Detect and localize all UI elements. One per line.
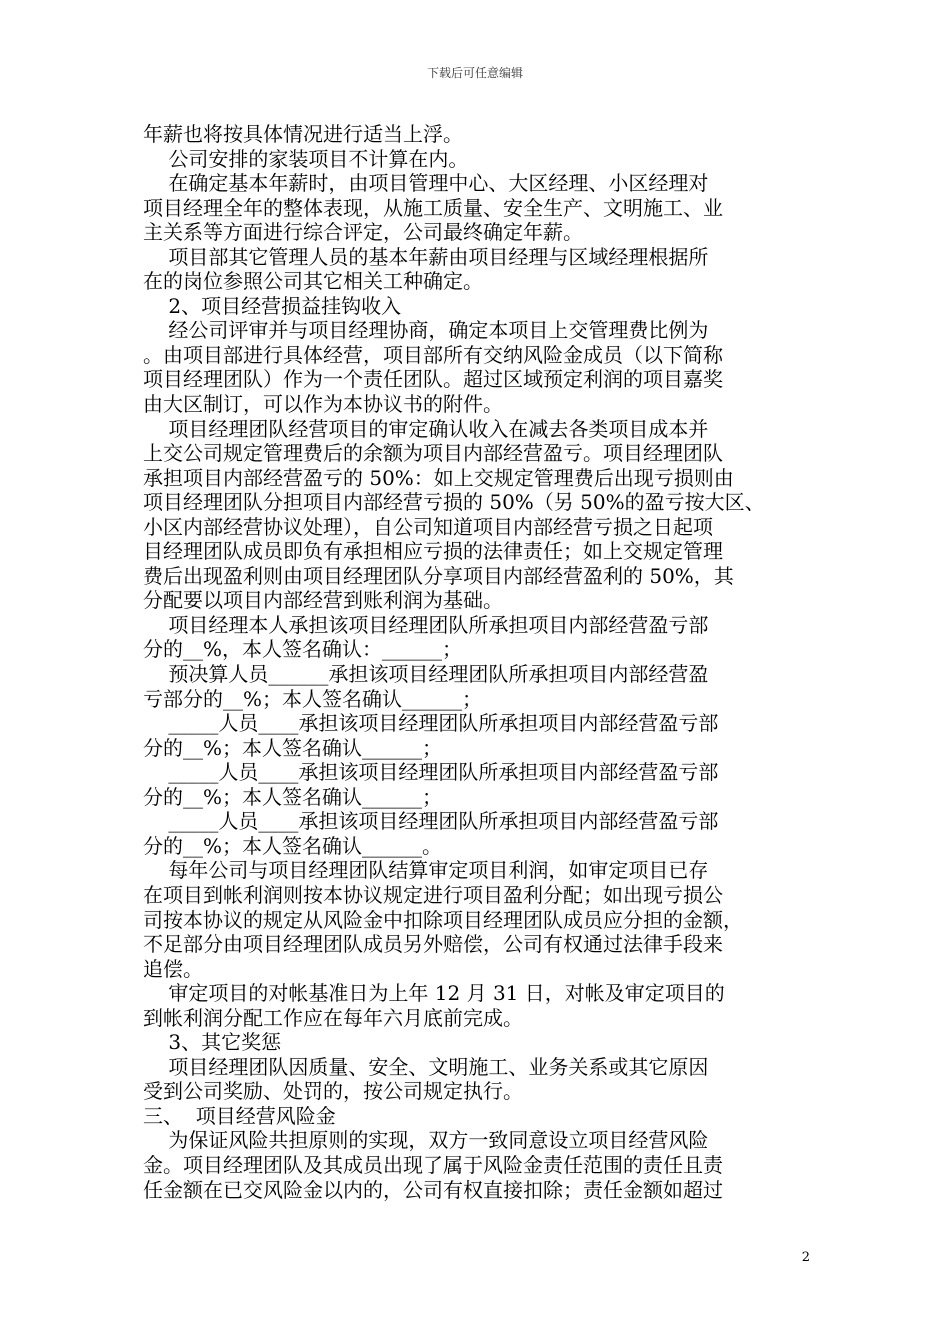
text-line: 分的__%，本人签名确认：______； bbox=[143, 637, 463, 662]
text-line: 在项目到帐利润则按本协议规定进行项目盈利分配；如出现亏损公 bbox=[143, 882, 723, 907]
text-line: 项目经理团队因质量、安全、文明施工、业务关系或其它原因 bbox=[143, 1054, 709, 1079]
text-line: 分的__%；本人签名确认______； bbox=[143, 784, 443, 809]
text-line: _____人员____承担该项目经理团队所承担项目内部经营盈亏部 bbox=[143, 809, 719, 834]
text-line: 上交公司规定管理费后的余额为项目内部经营盈亏。项目经理团队 bbox=[143, 441, 723, 466]
text-line: 项目经理团队经营项目的审定确认收入在减去各类项目成本并 bbox=[143, 416, 709, 441]
text-line: 追偿。 bbox=[143, 956, 203, 981]
text-line: 受到公司奖励、处罚的，按公司规定执行。 bbox=[143, 1079, 523, 1104]
text-line: 由大区制订，可以作为本协议书的附件。 bbox=[143, 392, 503, 417]
text-line: 项目部其它管理人员的基本年薪由项目经理与区域经理根据所 bbox=[143, 244, 709, 269]
text-line: 项目经理团队）作为一个责任团队。超过区域预定利润的项目嘉奖 bbox=[143, 367, 723, 392]
text-line: 项目经理全年的整体表现，从施工质量、安全生产、文明施工、业 bbox=[143, 195, 723, 220]
text-line: 目经理团队成员即负有承担相应亏损的法律责任；如上交规定管理 bbox=[143, 539, 723, 564]
text-line: 费后出现盈利则由项目经理团队分享项目内部经营盈利的 50%，其 bbox=[143, 563, 734, 588]
text-line: _____人员____承担该项目经理团队所承担项目内部经营盈亏部 bbox=[143, 711, 719, 736]
text-line: 分配要以项目内部经营到账利润为基础。 bbox=[143, 588, 503, 613]
text-line: 经公司评审并与项目经理协商，确定本项目上交管理费比例为 bbox=[143, 318, 709, 343]
text-line: 项目经理本人承担该项目经理团队所承担项目内部经营盈亏部 bbox=[143, 612, 709, 637]
text-line: 司按本协议的规定从风险金中扣除项目经理团队成员应分担的金额， bbox=[143, 907, 743, 932]
text-line: 亏部分的__%；本人签名确认______； bbox=[143, 686, 483, 711]
text-line: 分的__%；本人签名确认______； bbox=[143, 735, 443, 760]
page-number: 2 bbox=[801, 1250, 810, 1265]
text-line: 每年公司与项目经理团队结算审定项目利润，如审定项目已存 bbox=[143, 858, 709, 883]
text-line: 公司安排的家装项目不计算在内。 bbox=[143, 146, 469, 171]
text-line: 审定项目的对帐基准日为上年 12 月 31 日，对帐及审定项目的 bbox=[143, 981, 725, 1006]
text-line: _____人员____承担该项目经理团队所承担项目内部经营盈亏部 bbox=[143, 760, 719, 785]
text-line: 项目经理团队分担项目内部经营亏损的 50%（另 50%的盈亏按大区、 bbox=[143, 490, 765, 515]
text-line: 主关系等方面进行综合评定，公司最终确定年薪。 bbox=[143, 220, 583, 245]
text-line: 在确定基本年薪时，由项目管理中心、大区经理、小区经理对 bbox=[143, 171, 709, 196]
text-line: 在的岗位参照公司其它相关工种确定。 bbox=[143, 269, 483, 294]
text-line: 金。项目经理团队及其成员出现了属于风险金责任范围的责任且责 bbox=[143, 1152, 723, 1177]
text-line: 年薪也将按具体情况进行适当上浮。 bbox=[143, 122, 463, 146]
page-header: 下载后可任意编辑 bbox=[426, 66, 523, 80]
text-line: 任金额在已交风险金以内的，公司有权直接扣除；责任金额如超过 bbox=[143, 1177, 723, 1202]
text-line: 承担项目内部经营盈亏的 50%：如上交规定管理费后出现亏损则由 bbox=[143, 465, 734, 490]
text-line: 小区内部经营协议处理），自公司知道项目内部经营亏损之日起项 bbox=[143, 514, 713, 539]
text-line: 。由项目部进行具体经营，项目部所有交纳风险金成员（以下简称 bbox=[143, 342, 723, 367]
text-line: 为保证风险共担原则的实现，双方一致同意设立项目经营风险 bbox=[143, 1128, 709, 1153]
text-line: 3、其它奖惩 bbox=[143, 1030, 282, 1055]
text-line: 分的__%；本人签名确认______。 bbox=[143, 833, 443, 858]
text-line: 不足部分由项目经理团队成员另外赔偿，公司有权通过法律手段来 bbox=[143, 932, 723, 957]
text-line: 2、项目经营损益挂钩收入 bbox=[143, 293, 402, 318]
text-line: 三、 项目经营风险金 bbox=[143, 1103, 336, 1128]
document-body bbox=[143, 122, 811, 1202]
text-line: 到帐利润分配工作应在每年六月底前完成。 bbox=[143, 1005, 523, 1030]
text-line: 预决算人员______承担该项目经理团队所承担项目内部经营盈 bbox=[143, 662, 709, 687]
